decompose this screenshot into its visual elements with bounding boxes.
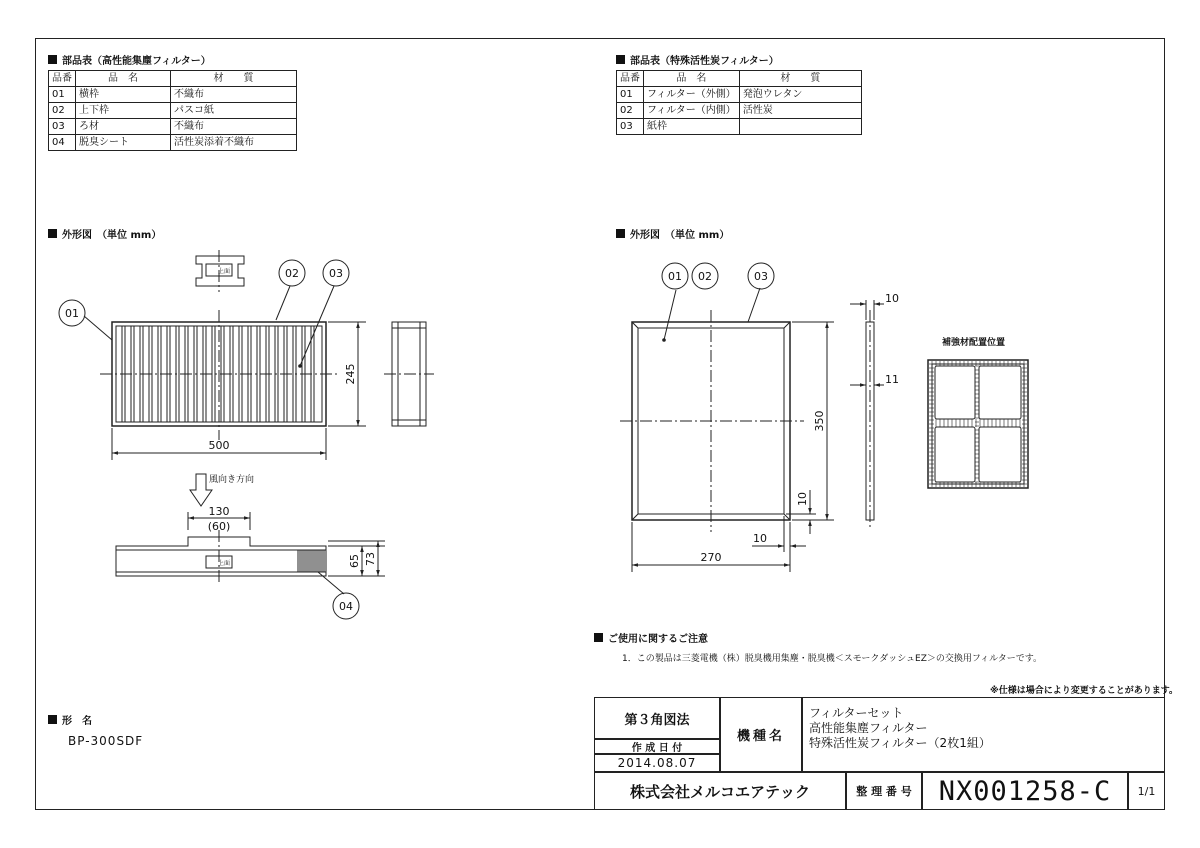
dim-text-500: 500 xyxy=(208,439,230,452)
cell-name: 横枠 xyxy=(76,87,171,103)
left-parts-title: 部品表（高性能集塵フィルター） xyxy=(62,56,211,67)
reference-number: NX001258-C xyxy=(922,772,1128,810)
airflow-label: 風向き方向 xyxy=(209,475,255,485)
dim-text-270: 270 xyxy=(700,551,722,564)
spec-change-note: ※仕様は場合により変更することがあります。 xyxy=(990,686,1179,696)
model-title: 形 名 xyxy=(62,716,92,727)
col-header-no: 品番 xyxy=(49,71,76,87)
balloon-r02: 02 xyxy=(698,270,712,283)
dim-text-73: 73 xyxy=(364,552,377,566)
note-item-1: 1．この製品は三菱電機（株）脱臭機用集塵・脱臭機＜スモークダッシュEZ＞の交換用フィルターです。 xyxy=(622,654,1043,664)
dim-text-10-thick: 10 xyxy=(885,292,899,305)
cell-name: フィルター（内側） xyxy=(644,103,740,119)
dim-text-10-side: 10 xyxy=(753,532,767,545)
cell-no: 02 xyxy=(49,103,76,119)
reinforcement-title: 補強材配置位置 xyxy=(942,338,1006,348)
cell-name: ろ材 xyxy=(76,119,171,135)
bullet-square-icon xyxy=(594,633,603,642)
balloon-01: 01 xyxy=(65,307,79,320)
cell-no: 01 xyxy=(49,87,76,103)
model-name-line-2: 高性能集塵フィルター xyxy=(809,721,928,735)
reference-number-label: 整 理 番 号 xyxy=(846,772,922,810)
cell-no: 02 xyxy=(617,103,644,119)
cell-no: 03 xyxy=(49,119,76,135)
col-header-name: 品 名 xyxy=(76,71,171,87)
sheet-number: 1/1 xyxy=(1128,772,1165,810)
created-date: 2014.08.07 xyxy=(594,754,720,772)
projection-method: 第３角図法 xyxy=(594,697,720,739)
created-date-label: 作 成 日 付 xyxy=(594,739,720,754)
dim-text-350: 350 xyxy=(813,410,826,432)
model-name-line-3: 特殊活性炭フィルター（2枚1組） xyxy=(809,736,991,750)
balloon-r03: 03 xyxy=(754,270,768,283)
hepa-filter-top-view xyxy=(116,512,385,584)
cell-name: 紙枠 xyxy=(644,119,740,135)
left-drawing-title: 外形図 （単位 mm） xyxy=(62,230,162,241)
col-header-name: 品 名 xyxy=(644,71,740,87)
dim-text-11: 11 xyxy=(885,373,899,386)
hepa-filter-side-view xyxy=(384,322,434,426)
model-value: BP-300SDF xyxy=(68,734,144,748)
dim-text-130: 130 xyxy=(208,505,230,518)
col-header-material: 材 質 xyxy=(171,71,297,87)
notes-title: ご使用に関するご注意 xyxy=(608,634,708,645)
cell-material: パスコ紙 xyxy=(171,103,297,119)
cell-material: 不織布 xyxy=(171,119,297,135)
col-header-material: 材 質 xyxy=(739,71,861,87)
dim-text-245: 245 xyxy=(344,363,357,385)
cell-material: 活性炭 xyxy=(739,103,861,119)
col-header-no: 品番 xyxy=(617,71,644,87)
bullet-square-icon xyxy=(48,715,57,724)
model-heading xyxy=(48,712,92,727)
balloon-r01: 01 xyxy=(668,270,682,283)
cell-no: 04 xyxy=(49,135,76,151)
balloon-02: 02 xyxy=(285,267,299,280)
cell-material: 不織布 xyxy=(171,87,297,103)
reinforcement-layout xyxy=(928,360,1028,488)
hepa-filter-front-view xyxy=(100,250,338,440)
cell-no: 03 xyxy=(617,119,644,135)
cell-name: フィルター（外側） xyxy=(644,87,740,103)
cell-name: 脱臭シート xyxy=(76,135,171,151)
cell-no: 01 xyxy=(617,87,644,103)
right-parts-title: 部品表（特殊活性炭フィルター） xyxy=(630,56,779,67)
carbon-filter-front-view xyxy=(620,310,804,532)
notes-heading xyxy=(594,630,708,645)
cell-name: 上下枠 xyxy=(76,103,171,119)
model-name-box xyxy=(802,697,1165,772)
balloon-04: 04 xyxy=(339,600,353,613)
right-drawing-title: 外形図 （単位 mm） xyxy=(630,230,730,241)
side-mark-label: 上面 xyxy=(218,560,231,567)
dim-text-60: (60) xyxy=(207,520,231,533)
dim-height-350 xyxy=(786,322,834,534)
model-name-label: 機種名 xyxy=(720,697,802,772)
cell-material: 活性炭添着不織布 xyxy=(171,135,297,151)
dim-text-10-bottom: 10 xyxy=(796,492,809,506)
cell-material: 発泡ウレタン xyxy=(739,87,861,103)
top-mark-label: 上面 xyxy=(218,268,231,275)
model-name-line-1: フィルターセット xyxy=(809,706,904,720)
company-name: 株式会社メルコエアテック xyxy=(594,772,846,810)
carbon-filter-side-view xyxy=(850,300,884,530)
balloon-03: 03 xyxy=(329,267,343,280)
dim-text-65: 65 xyxy=(348,554,361,568)
